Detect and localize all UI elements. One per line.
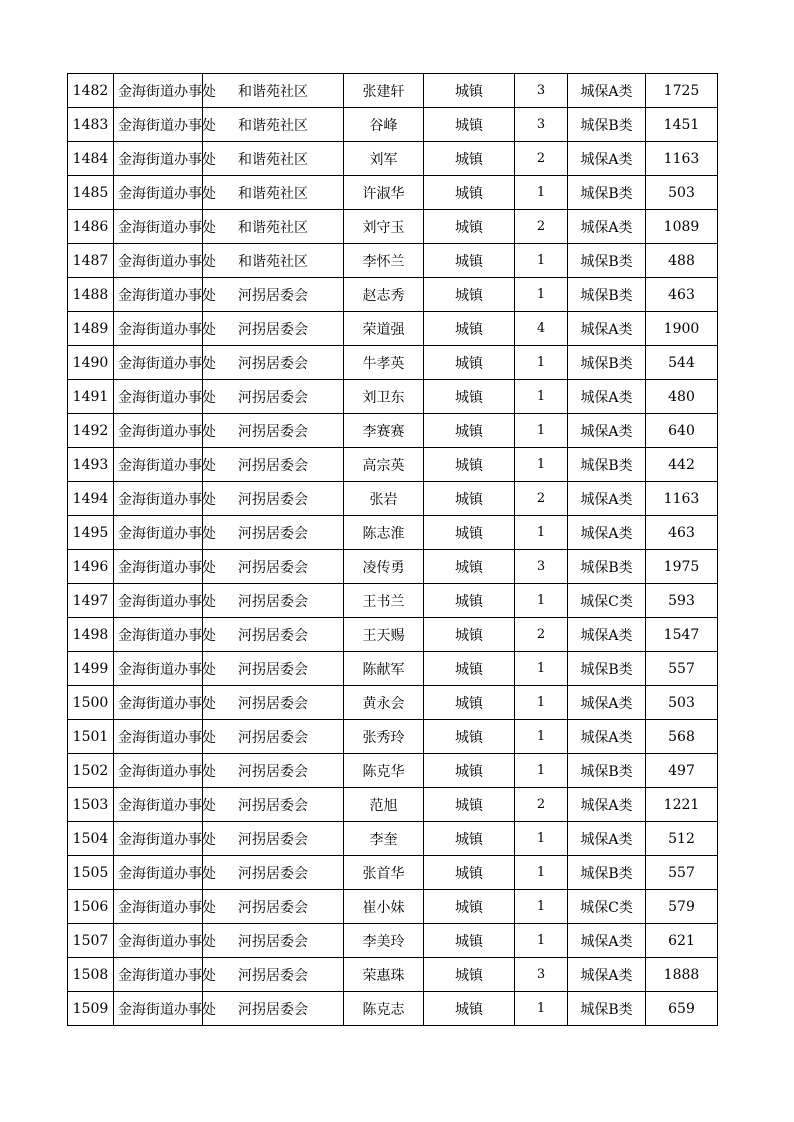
- cell-amount: 1975: [646, 550, 718, 584]
- cell-record-no: 1492: [68, 414, 114, 448]
- cell-household-count: 1: [515, 448, 568, 482]
- cell-amount: 621: [646, 924, 718, 958]
- cell-community: 河拐居委会: [203, 924, 344, 958]
- table-row: [68, 890, 718, 924]
- cell-area-type: 城镇: [424, 618, 515, 652]
- cell-street-office-text: 金海街道办事处: [118, 151, 216, 168]
- cell-person-name: 许淑华: [344, 176, 424, 210]
- cell-household-count: 1: [515, 822, 568, 856]
- cell-area-type: 城镇: [424, 210, 515, 244]
- cell-amount: 557: [646, 652, 718, 686]
- cell-area-type: 城镇: [424, 74, 515, 108]
- cell-area-type: 城镇: [424, 346, 515, 380]
- cell-insurance-category: 城保A类: [568, 142, 646, 176]
- cell-record-no: 1504: [68, 822, 114, 856]
- cell-area-type: 城镇: [424, 380, 515, 414]
- cell-area-type: 城镇: [424, 992, 515, 1026]
- cell-insurance-category: 城保B类: [568, 992, 646, 1026]
- cell-record-no: 1506: [68, 890, 114, 924]
- cell-street-office-text: 金海街道办事处: [118, 185, 216, 202]
- cell-record-no: 1496: [68, 550, 114, 584]
- cell-street-office: [114, 618, 216, 652]
- cell-insurance-category: 城保B类: [568, 652, 646, 686]
- cell-street-office: [114, 890, 216, 924]
- cell-street-office: [114, 992, 216, 1026]
- cell-person-name: 谷峰: [344, 108, 424, 142]
- cell-area-type: 城镇: [424, 142, 515, 176]
- cell-record-no: 1485: [68, 176, 114, 210]
- table-row: [68, 856, 718, 890]
- cell-street-office: [114, 448, 216, 482]
- cell-household-count: 2: [515, 618, 568, 652]
- cell-community: 河拐居委会: [203, 992, 344, 1026]
- cell-street-office-text: 金海街道办事处: [118, 593, 216, 610]
- table-row: [68, 550, 718, 584]
- cell-household-count: 2: [515, 210, 568, 244]
- cell-amount: 1888: [646, 958, 718, 992]
- cell-street-office-text: 金海街道办事处: [118, 967, 216, 984]
- cell-record-no: 1486: [68, 210, 114, 244]
- cell-household-count: 3: [515, 74, 568, 108]
- cell-insurance-category: 城保C类: [568, 584, 646, 618]
- cell-area-type: 城镇: [424, 856, 515, 890]
- cell-street-office-text: 金海街道办事处: [118, 457, 216, 474]
- cell-record-no: 1482: [68, 74, 114, 108]
- cell-person-name: 刘军: [344, 142, 424, 176]
- cell-record-no: 1501: [68, 720, 114, 754]
- cell-community: 河拐居委会: [203, 958, 344, 992]
- cell-community: 和谐苑社区: [203, 176, 344, 210]
- cell-street-office-text: 金海街道办事处: [118, 253, 216, 270]
- cell-insurance-category: 城保A类: [568, 720, 646, 754]
- cell-household-count: 1: [515, 686, 568, 720]
- cell-amount: 503: [646, 686, 718, 720]
- cell-street-office: [114, 210, 216, 244]
- cell-street-office: [114, 924, 216, 958]
- cell-insurance-category: 城保B类: [568, 856, 646, 890]
- cell-area-type: 城镇: [424, 550, 515, 584]
- cell-street-office-text: 金海街道办事处: [118, 287, 216, 304]
- cell-community: 河拐居委会: [203, 754, 344, 788]
- table-row: [68, 516, 718, 550]
- cell-insurance-category: 城保B类: [568, 244, 646, 278]
- table-row: [68, 278, 718, 312]
- table-row: [68, 652, 718, 686]
- cell-amount: 568: [646, 720, 718, 754]
- cell-insurance-category: 城保A类: [568, 924, 646, 958]
- cell-record-no: 1499: [68, 652, 114, 686]
- cell-record-no: 1490: [68, 346, 114, 380]
- cell-household-count: 4: [515, 312, 568, 346]
- cell-household-count: 3: [515, 958, 568, 992]
- cell-insurance-category: 城保B类: [568, 550, 646, 584]
- cell-amount: 1089: [646, 210, 718, 244]
- table-row: [68, 618, 718, 652]
- cell-street-office-text: 金海街道办事处: [118, 729, 216, 746]
- cell-record-no: 1500: [68, 686, 114, 720]
- cell-household-count: 1: [515, 346, 568, 380]
- cell-person-name: 范旭: [344, 788, 424, 822]
- table-row: [68, 74, 718, 108]
- cell-insurance-category: 城保A类: [568, 618, 646, 652]
- cell-street-office-text: 金海街道办事处: [118, 865, 216, 882]
- cell-household-count: 1: [515, 584, 568, 618]
- cell-street-office-text: 金海街道办事处: [118, 117, 216, 134]
- cell-community: 河拐居委会: [203, 482, 344, 516]
- cell-community: 河拐居委会: [203, 380, 344, 414]
- cell-street-office: [114, 822, 216, 856]
- cell-amount: 593: [646, 584, 718, 618]
- cell-record-no: 1489: [68, 312, 114, 346]
- cell-record-no: 1505: [68, 856, 114, 890]
- cell-record-no: 1487: [68, 244, 114, 278]
- cell-record-no: 1494: [68, 482, 114, 516]
- cell-insurance-category: 城保B类: [568, 754, 646, 788]
- cell-street-office-text: 金海街道办事处: [118, 389, 216, 406]
- cell-area-type: 城镇: [424, 822, 515, 856]
- cell-record-no: 1507: [68, 924, 114, 958]
- cell-household-count: 2: [515, 482, 568, 516]
- cell-community: 河拐居委会: [203, 890, 344, 924]
- cell-area-type: 城镇: [424, 686, 515, 720]
- cell-person-name: 李奎: [344, 822, 424, 856]
- cell-amount: 488: [646, 244, 718, 278]
- cell-street-office-text: 金海街道办事处: [118, 83, 216, 100]
- cell-amount: 503: [646, 176, 718, 210]
- cell-street-office-text: 金海街道办事处: [118, 933, 216, 950]
- cell-insurance-category: 城保A类: [568, 788, 646, 822]
- cell-person-name: 黄永会: [344, 686, 424, 720]
- cell-insurance-category: 城保A类: [568, 414, 646, 448]
- cell-street-office: [114, 346, 216, 380]
- cell-person-name: 李赛赛: [344, 414, 424, 448]
- cell-insurance-category: 城保A类: [568, 482, 646, 516]
- table-row: [68, 958, 718, 992]
- table-body: [68, 74, 718, 1026]
- cell-area-type: 城镇: [424, 754, 515, 788]
- cell-person-name: 荣道强: [344, 312, 424, 346]
- cell-community: 和谐苑社区: [203, 244, 344, 278]
- cell-area-type: 城镇: [424, 414, 515, 448]
- cell-person-name: 李美玲: [344, 924, 424, 958]
- cell-area-type: 城镇: [424, 176, 515, 210]
- table-row: [68, 584, 718, 618]
- cell-street-office-text: 金海街道办事处: [118, 423, 216, 440]
- cell-street-office: [114, 958, 216, 992]
- cell-amount: 1900: [646, 312, 718, 346]
- cell-insurance-category: 城保A类: [568, 210, 646, 244]
- table-row: [68, 686, 718, 720]
- cell-household-count: 1: [515, 856, 568, 890]
- cell-street-office: [114, 516, 216, 550]
- cell-insurance-category: 城保B类: [568, 448, 646, 482]
- cell-household-count: 3: [515, 108, 568, 142]
- cell-insurance-category: 城保B类: [568, 176, 646, 210]
- cell-person-name: 高宗英: [344, 448, 424, 482]
- table-row: [68, 992, 718, 1026]
- table-row: [68, 142, 718, 176]
- cell-person-name: 陈克华: [344, 754, 424, 788]
- cell-community: 河拐居委会: [203, 720, 344, 754]
- cell-street-office-text: 金海街道办事处: [118, 355, 216, 372]
- cell-area-type: 城镇: [424, 652, 515, 686]
- cell-amount: 579: [646, 890, 718, 924]
- cell-street-office: [114, 74, 216, 108]
- cell-person-name: 赵志秀: [344, 278, 424, 312]
- cell-street-office: [114, 176, 216, 210]
- cell-street-office-text: 金海街道办事处: [118, 1001, 216, 1018]
- cell-record-no: 1493: [68, 448, 114, 482]
- table-row: [68, 244, 718, 278]
- cell-street-office-text: 金海街道办事处: [118, 219, 216, 236]
- cell-record-no: 1503: [68, 788, 114, 822]
- cell-street-office-text: 金海街道办事处: [118, 899, 216, 916]
- cell-community: 河拐居委会: [203, 686, 344, 720]
- cell-community: 河拐居委会: [203, 414, 344, 448]
- cell-insurance-category: 城保A类: [568, 516, 646, 550]
- cell-street-office: [114, 108, 216, 142]
- cell-household-count: 1: [515, 380, 568, 414]
- cell-person-name: 张秀玲: [344, 720, 424, 754]
- cell-street-office: [114, 414, 216, 448]
- table-row: [68, 822, 718, 856]
- cell-amount: 442: [646, 448, 718, 482]
- cell-street-office: [114, 312, 216, 346]
- cell-household-count: 1: [515, 652, 568, 686]
- cell-person-name: 刘守玉: [344, 210, 424, 244]
- cell-street-office: [114, 754, 216, 788]
- cell-community: 河拐居委会: [203, 788, 344, 822]
- cell-person-name: 荣惠珠: [344, 958, 424, 992]
- cell-record-no: 1508: [68, 958, 114, 992]
- cell-street-office: [114, 278, 216, 312]
- cell-record-no: 1509: [68, 992, 114, 1026]
- cell-area-type: 城镇: [424, 720, 515, 754]
- cell-amount: 1547: [646, 618, 718, 652]
- table-row: [68, 720, 718, 754]
- cell-household-count: 1: [515, 278, 568, 312]
- cell-street-office: [114, 244, 216, 278]
- cell-person-name: 李怀兰: [344, 244, 424, 278]
- cell-community: 河拐居委会: [203, 312, 344, 346]
- cell-household-count: 1: [515, 516, 568, 550]
- cell-area-type: 城镇: [424, 482, 515, 516]
- cell-amount: 1725: [646, 74, 718, 108]
- cell-street-office: [114, 550, 216, 584]
- table-row: [68, 210, 718, 244]
- cell-household-count: 2: [515, 788, 568, 822]
- table-row: [68, 788, 718, 822]
- cell-area-type: 城镇: [424, 890, 515, 924]
- cell-insurance-category: 城保C类: [568, 890, 646, 924]
- cell-community: 河拐居委会: [203, 584, 344, 618]
- cell-community: 河拐居委会: [203, 278, 344, 312]
- cell-amount: 659: [646, 992, 718, 1026]
- cell-street-office: [114, 652, 216, 686]
- cell-area-type: 城镇: [424, 924, 515, 958]
- table-row: [68, 108, 718, 142]
- cell-community: 河拐居委会: [203, 346, 344, 380]
- cell-amount: 1163: [646, 142, 718, 176]
- cell-record-no: 1502: [68, 754, 114, 788]
- cell-insurance-category: 城保A类: [568, 312, 646, 346]
- cell-street-office: [114, 720, 216, 754]
- cell-street-office: [114, 482, 216, 516]
- cell-street-office: [114, 856, 216, 890]
- cell-household-count: 1: [515, 754, 568, 788]
- cell-area-type: 城镇: [424, 788, 515, 822]
- table-row: [68, 414, 718, 448]
- cell-amount: 463: [646, 516, 718, 550]
- cell-amount: 512: [646, 822, 718, 856]
- cell-area-type: 城镇: [424, 448, 515, 482]
- cell-community: 和谐苑社区: [203, 142, 344, 176]
- cell-street-office-text: 金海街道办事处: [118, 321, 216, 338]
- cell-household-count: 1: [515, 720, 568, 754]
- cell-amount: 557: [646, 856, 718, 890]
- cell-community: 和谐苑社区: [203, 108, 344, 142]
- cell-insurance-category: 城保A类: [568, 958, 646, 992]
- cell-community: 河拐居委会: [203, 550, 344, 584]
- cell-street-office-text: 金海街道办事处: [118, 491, 216, 508]
- cell-amount: 1163: [646, 482, 718, 516]
- cell-street-office-text: 金海街道办事处: [118, 831, 216, 848]
- table-row: [68, 754, 718, 788]
- cell-community: 河拐居委会: [203, 856, 344, 890]
- cell-record-no: 1498: [68, 618, 114, 652]
- cell-street-office-text: 金海街道办事处: [118, 797, 216, 814]
- cell-record-no: 1484: [68, 142, 114, 176]
- cell-person-name: 张建轩: [344, 74, 424, 108]
- cell-record-no: 1488: [68, 278, 114, 312]
- cell-person-name: 王书兰: [344, 584, 424, 618]
- cell-person-name: 陈志淮: [344, 516, 424, 550]
- subsidy-table: [67, 73, 718, 1026]
- cell-record-no: 1497: [68, 584, 114, 618]
- table-row: [68, 312, 718, 346]
- cell-insurance-category: 城保B类: [568, 278, 646, 312]
- cell-person-name: 崔小妹: [344, 890, 424, 924]
- cell-household-count: 1: [515, 992, 568, 1026]
- cell-community: 和谐苑社区: [203, 74, 344, 108]
- cell-person-name: 陈献军: [344, 652, 424, 686]
- cell-street-office: [114, 380, 216, 414]
- cell-person-name: 牛孝英: [344, 346, 424, 380]
- cell-street-office-text: 金海街道办事处: [118, 559, 216, 576]
- cell-community: 和谐苑社区: [203, 210, 344, 244]
- cell-amount: 640: [646, 414, 718, 448]
- cell-household-count: 1: [515, 924, 568, 958]
- cell-amount: 463: [646, 278, 718, 312]
- cell-household-count: 2: [515, 142, 568, 176]
- cell-area-type: 城镇: [424, 278, 515, 312]
- cell-record-no: 1483: [68, 108, 114, 142]
- cell-area-type: 城镇: [424, 244, 515, 278]
- cell-area-type: 城镇: [424, 108, 515, 142]
- cell-record-no: 1495: [68, 516, 114, 550]
- cell-area-type: 城镇: [424, 312, 515, 346]
- cell-household-count: 1: [515, 414, 568, 448]
- cell-street-office: [114, 686, 216, 720]
- cell-person-name: 张首华: [344, 856, 424, 890]
- cell-street-office: [114, 142, 216, 176]
- cell-street-office-text: 金海街道办事处: [118, 695, 216, 712]
- table-row: [68, 346, 718, 380]
- cell-community: 河拐居委会: [203, 448, 344, 482]
- cell-amount: 497: [646, 754, 718, 788]
- cell-insurance-category: 城保A类: [568, 74, 646, 108]
- cell-person-name: 王天赐: [344, 618, 424, 652]
- cell-household-count: 1: [515, 244, 568, 278]
- cell-household-count: 3: [515, 550, 568, 584]
- cell-street-office-text: 金海街道办事处: [118, 627, 216, 644]
- cell-person-name: 刘卫东: [344, 380, 424, 414]
- cell-area-type: 城镇: [424, 584, 515, 618]
- cell-insurance-category: 城保B类: [568, 346, 646, 380]
- cell-insurance-category: 城保B类: [568, 108, 646, 142]
- cell-amount: 1221: [646, 788, 718, 822]
- cell-insurance-category: 城保A类: [568, 686, 646, 720]
- cell-street-office-text: 金海街道办事处: [118, 661, 216, 678]
- cell-street-office-text: 金海街道办事处: [118, 525, 216, 542]
- cell-area-type: 城镇: [424, 958, 515, 992]
- table-row: [68, 448, 718, 482]
- cell-area-type: 城镇: [424, 516, 515, 550]
- cell-household-count: 1: [515, 890, 568, 924]
- cell-community: 河拐居委会: [203, 822, 344, 856]
- cell-community: 河拐居委会: [203, 652, 344, 686]
- cell-amount: 544: [646, 346, 718, 380]
- cell-person-name: 陈克志: [344, 992, 424, 1026]
- table-row: [68, 176, 718, 210]
- cell-insurance-category: 城保A类: [568, 380, 646, 414]
- table-row: [68, 924, 718, 958]
- cell-record-no: 1491: [68, 380, 114, 414]
- cell-community: 河拐居委会: [203, 618, 344, 652]
- cell-community: 河拐居委会: [203, 516, 344, 550]
- table-row: [68, 380, 718, 414]
- cell-person-name: 张岩: [344, 482, 424, 516]
- cell-amount: 1451: [646, 108, 718, 142]
- cell-street-office: [114, 584, 216, 618]
- cell-household-count: 1: [515, 176, 568, 210]
- cell-amount: 480: [646, 380, 718, 414]
- cell-street-office: [114, 788, 216, 822]
- cell-person-name: 凌传勇: [344, 550, 424, 584]
- cell-street-office-text: 金海街道办事处: [118, 763, 216, 780]
- cell-insurance-category: 城保A类: [568, 822, 646, 856]
- table-row: [68, 482, 718, 516]
